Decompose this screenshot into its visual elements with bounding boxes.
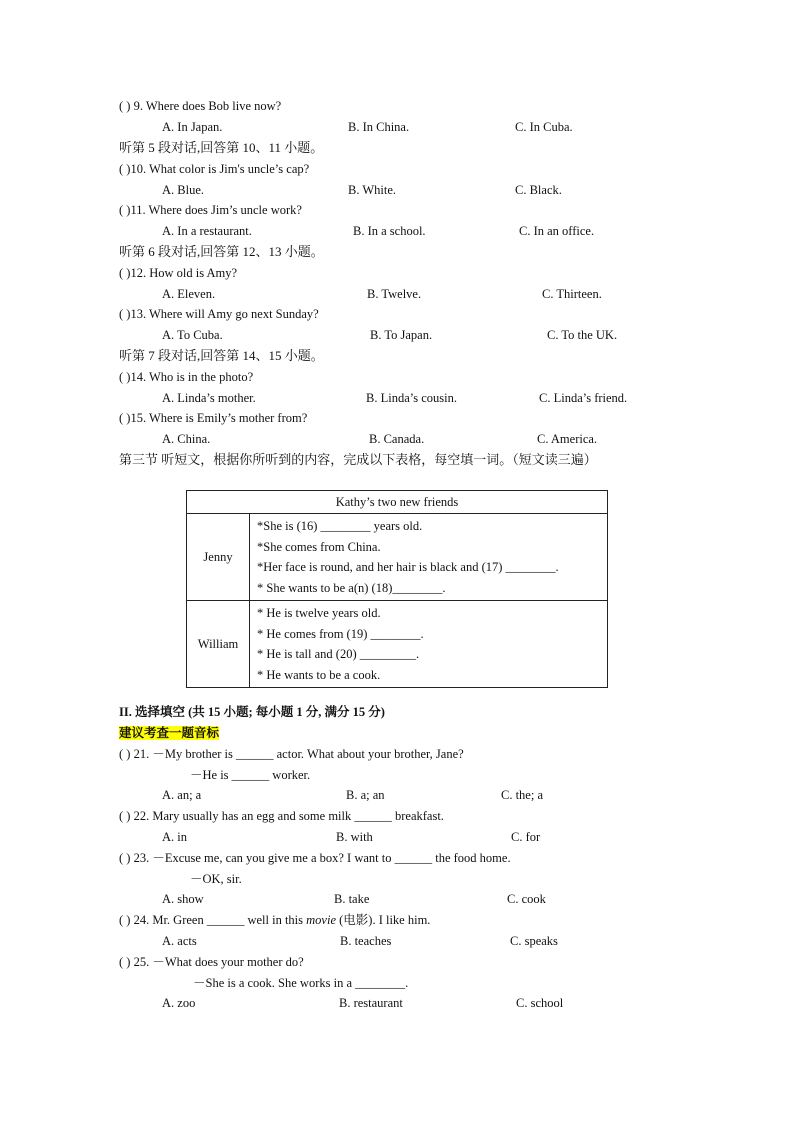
question-23-line-2: －OK, sir.: [190, 872, 242, 886]
q22-option-a: A. in: [162, 830, 187, 844]
table-cell-jenny: [250, 514, 608, 601]
q14-option-c: C. Linda’s friend.: [539, 391, 628, 405]
q21-option-a: A. an; a: [162, 788, 202, 802]
question-25: ( ) 25. －What does your mother do?: [119, 955, 304, 969]
william-line-3: * He is tall and (20) _________.: [257, 647, 420, 661]
q11-option-b: B. In a school.: [353, 224, 426, 238]
q25-option-b: B. restaurant: [339, 996, 403, 1010]
q10-option-c: C. Black.: [515, 183, 562, 197]
q9-option-a: A. In Japan.: [162, 120, 223, 134]
question-11: ( )11. Where does Jim’s uncle work?: [119, 203, 302, 217]
q10-option-a: A. Blue.: [162, 183, 205, 197]
q15-option-b: B. Canada.: [369, 432, 425, 446]
q14-option-a: A. Linda’s mother.: [162, 391, 256, 405]
section-6-instruction: 听第 6 段对话,回答第 12、13 小题。: [119, 244, 324, 259]
table-cell-william: [250, 601, 608, 688]
q25-option-a: A. zoo: [162, 996, 196, 1010]
q23-option-b: B. take: [334, 892, 370, 906]
section-3-instruction: 第三节 听短文，根据你所听到的内容，完成以下表格，每空填一词。（短文读三遍）: [119, 452, 597, 467]
q24-option-b: B. teaches: [340, 934, 392, 948]
table-name-william: William: [187, 601, 250, 688]
q23-option-a: A. show: [162, 892, 204, 906]
jenny-line-4: * She wants to be a(n) (18)________.: [257, 580, 446, 595]
q24-option-c: C. speaks: [510, 934, 558, 948]
q24-stem-part-2: (电影). I like him.: [336, 913, 431, 927]
q13-option-a: A. To Cuba.: [162, 328, 223, 342]
q25-option-c: C. school: [516, 996, 564, 1010]
kathy-friends-table: [186, 490, 608, 688]
jenny-line-1: *She is (16) ________ years old.: [257, 519, 423, 533]
q22-option-b: B. with: [336, 830, 373, 844]
question-23: ( ) 23. －Excuse me, can you give me a box? I want to ______ the food home.: [119, 851, 511, 865]
part-2-heading: II. 选择填空 (共 15 小题; 每小题 1 分, 满分 15 分): [119, 705, 385, 719]
q9-option-c: C. In Cuba.: [515, 120, 573, 134]
q13-option-b: B. To Japan.: [370, 328, 433, 342]
q11-option-a: A. In a restaurant.: [162, 224, 252, 238]
jenny-line-3: *Her face is round, and her hair is black and (17) ________.: [257, 560, 559, 574]
q11-option-c: C. In an office.: [519, 224, 595, 238]
william-line-1: * He is twelve years old.: [257, 606, 381, 620]
q22-option-c: C. for: [511, 830, 541, 844]
jenny-line-2: *She comes from China.: [257, 539, 381, 554]
q21-option-b: B. a; an: [346, 788, 385, 802]
section-5-instruction: 听第 5 段对话,回答第 10、11 小题。: [119, 140, 324, 155]
q21-option-c: C. the; a: [501, 788, 544, 802]
q12-option-a: A. Eleven.: [162, 287, 216, 301]
question-21: ( ) 21. －My brother is ______ actor. What about your brother, Jane?: [119, 747, 464, 761]
q15-option-a: A. China.: [162, 432, 211, 446]
question-25-line-2: －She is a cook. She works in a ________.: [193, 976, 409, 990]
tip-highlight: 建议考查一题音标: [119, 726, 220, 740]
question-9: ( ) 9. Where does Bob live now?: [119, 99, 282, 113]
question-10: ( )10. What color is Jim's uncle’s cap?: [119, 162, 310, 176]
q14-option-b: B. Linda’s cousin.: [366, 391, 457, 405]
q24-option-a: A. acts: [162, 934, 197, 948]
william-line-4: * He wants to be a cook.: [257, 667, 381, 682]
question-22: ( ) 22. Mary usually has an egg and some milk ______ breakfast.: [119, 809, 444, 823]
q13-option-c: C. To the UK.: [547, 328, 618, 342]
q23-option-c: C. cook: [507, 892, 546, 906]
part-2-tip: [119, 725, 219, 741]
q24-stem-italic: movie: [306, 913, 336, 927]
table-title: Kathy’s two new friends: [187, 491, 608, 514]
table-name-jenny: Jenny: [187, 514, 250, 601]
question-12: ( )12. How old is Amy?: [119, 266, 238, 280]
william-line-2: * He comes from (19) ________.: [257, 626, 424, 641]
question-24: [119, 912, 430, 928]
q9-option-b: B. In China.: [348, 120, 410, 134]
section-7-instruction: 听第 7 段对话,回答第 14、15 小题。: [119, 348, 324, 363]
question-15: ( )15. Where is Emily’s mother from?: [119, 411, 308, 425]
q12-option-b: B. Twelve.: [367, 287, 422, 301]
question-21-line-2: －He is ______ worker.: [190, 768, 311, 782]
question-14: ( )14. Who is in the photo?: [119, 370, 254, 384]
q10-option-b: B. White.: [348, 183, 397, 197]
q15-option-c: C. America.: [537, 432, 598, 446]
q12-option-c: C. Thirteen.: [542, 287, 602, 301]
question-13: ( )13. Where will Amy go next Sunday?: [119, 307, 319, 321]
q24-stem-part-1: ( ) 24. Mr. Green ______ well in this: [119, 913, 307, 927]
